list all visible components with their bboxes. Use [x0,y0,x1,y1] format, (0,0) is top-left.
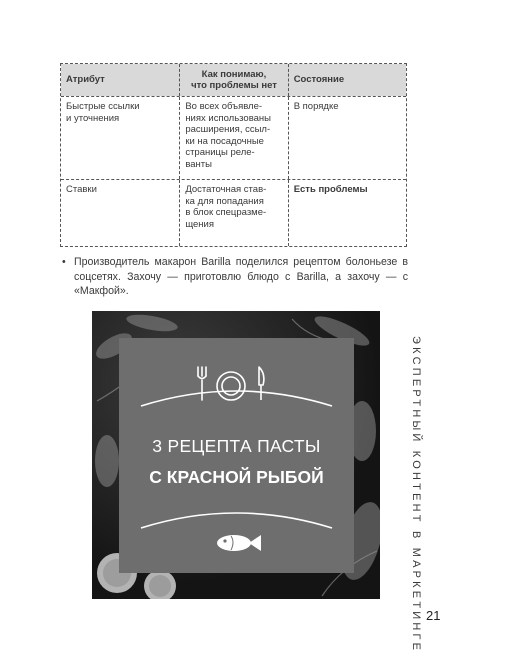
bullet-mark: • [62,256,66,268]
table-cell-attribute: Быстрые ссылки и уточнения [66,101,140,124]
table-header-cell [179,64,287,96]
table-cell-status: В порядке [288,97,406,179]
faint-background-heading [60,8,500,54]
page-number: 21 [426,608,441,623]
recipe-card [119,338,354,573]
running-head: ЭКСПЕРТНЫЙ КОНТЕНТ В МАРКЕТИНГЕ [410,336,422,654]
table-row [61,179,406,246]
table-header-row [61,64,406,96]
fish-icon [217,535,261,551]
table-cell-attribute: Ставки [66,184,97,195]
plate-icon [217,372,245,400]
table-cell-criterion: Достаточная став- ка для попадания в блок спецразме- щения [179,180,287,246]
attributes-table [60,63,407,247]
recipe-title-line1: 3 РЕЦЕПТА ПАСТЫ [152,436,321,456]
bottom-arc [141,513,332,528]
table-cell-criterion: Во всех объявле- ниях использованы расширения, ссыл- ки на посадочные страницы реле- ванты [179,97,287,179]
bullet-paragraph [62,255,408,299]
table-header-text: Как понимаю, что проблемы нет [191,68,277,91]
table-header-cell: Атрибут [66,74,105,86]
knife-icon [259,367,264,400]
table-header-cell: Состояние [288,64,406,96]
paragraph-text: Производитель макарон Barilla поделился рецептом болоньезе в соцсетях. Захочу — приготовлю блюдо с Barilla, а захочу — с «Макфой». [74,256,408,297]
recipe-title-line2: С КРАСНОЙ РЫБОЙ [149,467,324,487]
table-row [61,96,406,179]
fork-icon [198,367,206,400]
table-cell-status: Есть проблемы [288,180,406,246]
recipe-image [92,311,380,599]
